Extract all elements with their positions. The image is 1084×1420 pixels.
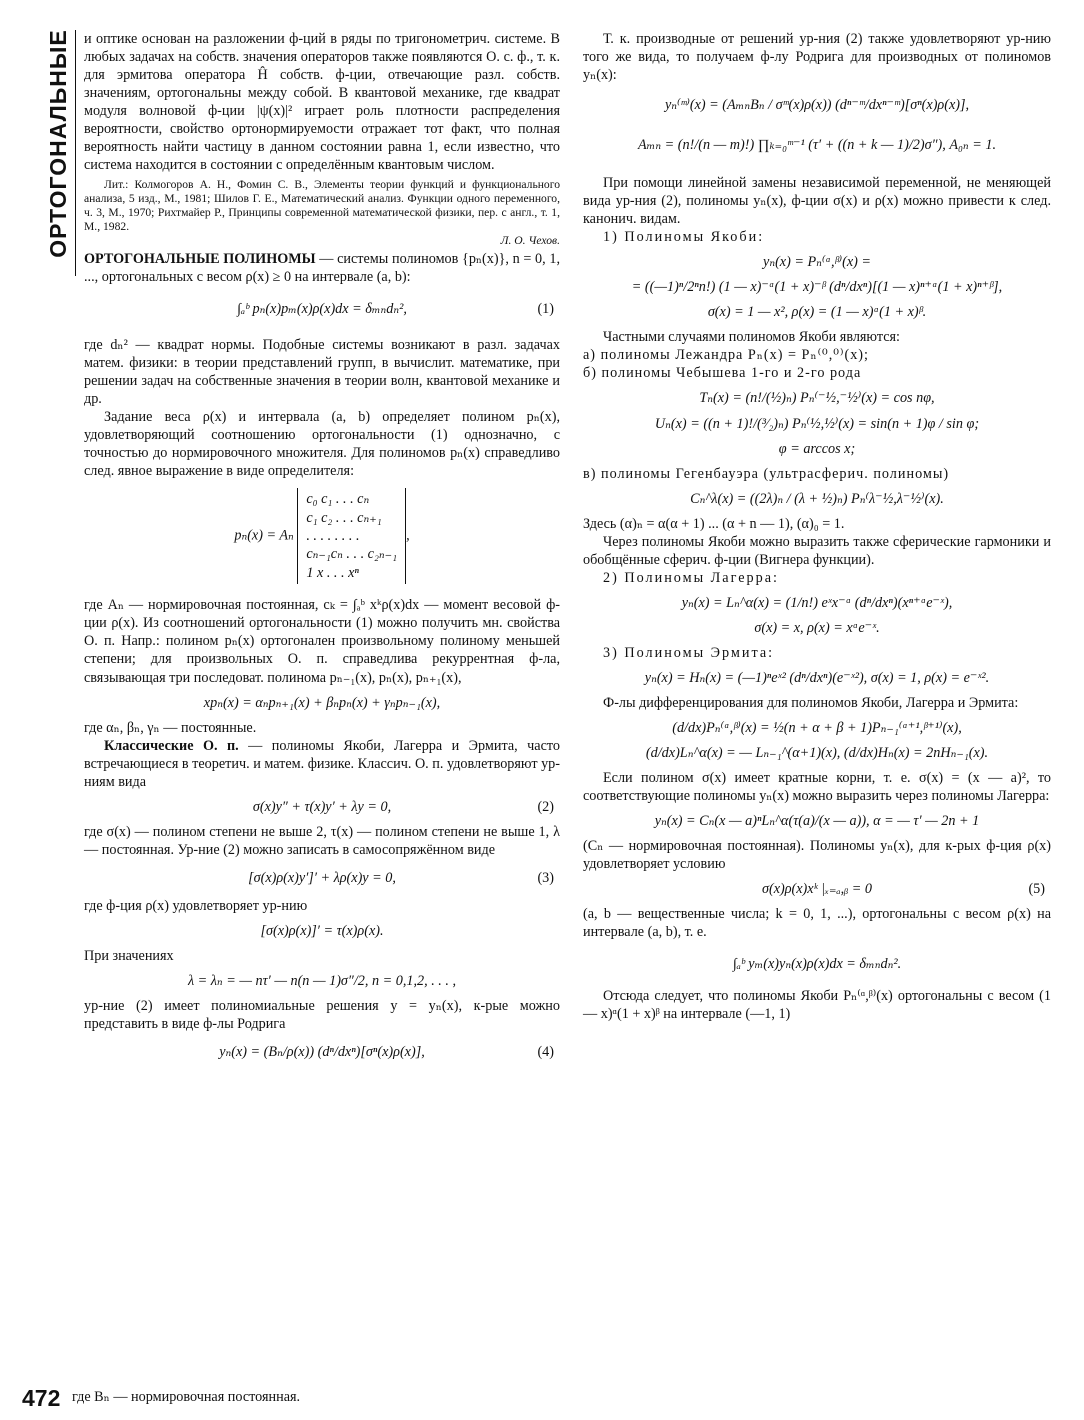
paragraph: Частными случаями полиномов Якоби являются:	[603, 329, 900, 346]
article-intro-text: — системы полиномов {pₙ(x)}, n = 0, 1, ..., ортогональных с весом ρ(x) ≥ 0 на интервале (a, b):	[84, 250, 560, 285]
classical-polynomials-paragraph	[84, 737, 560, 791]
paragraph: (Cₙ — нормировочная постоянная). Полиномы yₙ(x), для к-рых ф-ция ρ(x) удовлетворяет условию	[583, 838, 1051, 873]
orthogonality-equation-text: ∫ₐᵇ yₘ(x)yₙ(x)ρ(x)dx = δₘₙdₙ².	[732, 956, 902, 973]
gegenbauer-line: в) полиномы Гегенбауэра (ультрасферич. полиномы)	[583, 465, 950, 482]
paragraph: Если полином σ(x) имеет кратные корни, т. е. σ(x) = (x — a)², то соответствующие полиномы yₙ(x) можно выразить через полиномы Лагерра:	[583, 769, 1051, 804]
jacobi-equation-3-text: σ(x) = 1 — x², ρ(x) = (1 — x)ᵅ(1 + x)ᵝ.	[707, 304, 927, 321]
equation-1-number: (1)	[537, 300, 554, 317]
equation-1	[84, 300, 560, 318]
matrix-row: . . . . . . . .	[306, 528, 360, 545]
laguerre-equation-1-text: yₙ(x) = Lₙ^α(x) = (1/n!) eˣx⁻ᵅ (dⁿ/dxⁿ)(xⁿ⁺ᵅe⁻ˣ),	[681, 594, 953, 611]
paragraph: (a, b — вещественные числа; k = 0, 1, ...), ортогональны с весом ρ(x) на интервале (a, b), т. е.	[583, 906, 1051, 941]
determinant-equation: pₙ(x) = Aₙ c₀ c₁ . . . cₙ c₁ c₂ . . . cₙ₊₁ . . . . . . . . cₙ₋₁cₙ . . . c₂ₙ₋₁ 1 x . . . xⁿ ,	[84, 488, 560, 584]
paragraph: Т. к. производные от решений ур-ния (2) также удовлетворяют ур-нию того же вида, то получаем ф-лу Родрига для производных от полиномов yₙ(x):	[583, 31, 1051, 84]
paragraph: При помощи линейной замены независимой переменной, не меняющей вида ур-ния (2), полиномы yₙ(x), ф-ции σ(x) и ρ(x) можно привести к след. канонич. видам.	[583, 175, 1051, 228]
paragraph: и оптике основан на разложении ф-ций в ряды по тригонометрич. системе. В любых задачах на собств. значения операторов также появляются О. с. ф., т. к. для эрмитова оператора Ĥ собств. ф-ции, отвечающие разл. собств. значениям, ортогональны между собой. В квантовой механике, где квадрат модуля волновой ф-ции |ψ(x)|² играет роль плотности распределения вероятности, свойство ортонормируемости отражает тот факт, что полная вероятность найти частицу в данном состоянии равна 1, если известно, что система находится в состоянии с определённым квантовым числом.	[84, 31, 560, 174]
equation-2	[84, 798, 560, 816]
equation-3	[84, 869, 560, 887]
literature-list: Лит.: Колмогоров А. Н., Фомин С. В., Элементы теории функций и функционального анализа, 5 изд., М., 1981; Шилов Г. Е., Математический анализ. Функции одного переменного, ч. 3, М., 1970; Рихтмайер Р., Принципы современной математической физики, пер. с англ., т. 1, М., 1982.	[84, 178, 560, 233]
paragraph-text: — полиномы Якоби, Лагерра и Эрмита, часто встречающиеся в теоретич. и матем. физике. Классич. О. п. удовлетворяют ур-ниям вида	[84, 737, 560, 790]
equation-3-text: [σ(x)ρ(x)y′]′ + λρ(x)y = 0,	[248, 869, 396, 886]
paragraph: Отсюда следует, что полиномы Якоби Pₙ⁽ᵅ,ᵝ⁾(x) ортогональны с весом (1 — x)ᵅ(1 + x)ᵝ на интервале (—1, 1)	[583, 988, 1051, 1023]
phi-equation	[583, 440, 1051, 458]
paragraph: где Aₙ — нормировочная постоянная, cₖ = ∫ₐᵇ xᵏρ(x)dx — момент весовой ф-ции ρ(x). Из соотношений ортогональности (1) можно получить мн. свойства О. п. Напр.: полином pₙ(x) ортогонален произвольному полиному меньшей степени; для произвольных О. п. справедлива рекуррентная ф-ла, связывающая три последоват. полинома pₙ₋₁(x), pₙ(x), pₙ₊₁(x),	[84, 597, 560, 686]
jacobi-equation-1-text: yₙ(x) = Pₙ⁽ᵅ,ᵝ⁾(x) =	[763, 254, 871, 271]
laguerre-reduction-text: yₙ(x) = Cₙ(x — a)ⁿLₙ^α(τ(a)/(x — a)), α = — τ′ — 2n + 1	[654, 813, 980, 830]
jacobi-equation-3	[583, 303, 1051, 321]
recurrence-equation-text: xpₙ(x) = αₙpₙ₊₁(x) + βₙpₙ(x) + γₙpₙ₋₁(x),	[203, 694, 441, 711]
hermite-heading: 3) Полиномы Эрмита:	[603, 644, 775, 661]
laguerre-equation-1	[583, 594, 1051, 612]
gegenbauer-equation-text: Cₙ^λ(x) = ((2λ)ₙ / (λ + ½)ₙ) Pₙ⁽λ⁻½,λ⁻½⁾(x).	[690, 490, 944, 507]
paragraph: Ф-лы дифференцирования для полиномов Якоби, Лагерра и Эрмита:	[603, 694, 1019, 711]
laguerre-equation-2	[583, 619, 1051, 637]
section-title: ОРТОГОНАЛЬНЫЕ	[44, 28, 71, 258]
matrix-row: cₙ₋₁cₙ . . . c₂ₙ₋₁	[306, 546, 398, 563]
determinant-lhs: pₙ(x) = Aₙ	[234, 527, 294, 544]
amn-equation-text: Aₘₙ = (n!/(n — m)!) ∏ₖ₌₀ᵐ⁻¹ (τ′ + ((n + k — 1)/2)σ″), A₀ₙ = 1.	[638, 137, 996, 154]
margin-rule	[75, 30, 76, 276]
left-column	[84, 30, 560, 1071]
legendre-line: а) полиномы Лежандра Pₙ(x) = Pₙ⁽⁰,⁰⁾(x);	[583, 347, 869, 364]
phi-equation-text: φ = arccos x;	[778, 440, 856, 457]
rho-equation-text: [σ(x)ρ(x)]′ = τ(x)ρ(x).	[260, 922, 384, 939]
chebyshev-t-equation	[583, 389, 1051, 407]
chebyshev-u-equation	[583, 415, 1051, 433]
derivative-rodrigues-text: yₙ⁽ᵐ⁾(x) = (AₘₙBₙ / σᵐ(x)ρ(x)) (dⁿ⁻ᵐ/dxⁿ⁻ᵐ)[σⁿ(x)ρ(x)],	[664, 97, 970, 114]
laguerre-equation-2-text: σ(x) = x, ρ(x) = xᵅe⁻ˣ.	[754, 619, 880, 636]
jacobi-heading: 1) Полиномы Якоби:	[603, 229, 765, 246]
equation-5-number: (5)	[1028, 881, 1045, 898]
last-line: где Bₙ — нормировочная постоянная.	[72, 1389, 301, 1405]
orthogonality-equation	[583, 955, 1051, 973]
equation-4-number: (4)	[537, 1044, 554, 1061]
gegenbauer-equation	[583, 490, 1051, 508]
jacobi-equation-2	[583, 278, 1051, 296]
paragraph: где ф-ция ρ(x) удовлетворяет ур-нию	[84, 897, 308, 914]
equation-4-text: yₙ(x) = (Bₙ/ρ(x)) (dⁿ/dxⁿ)[σⁿ(x)ρ(x)],	[219, 1044, 425, 1061]
matrix-row: c₁ c₂ . . . cₙ₊₁	[306, 509, 382, 526]
diff-equation-1	[583, 719, 1051, 737]
chebyshev-line: б) полиномы Чебышева 1-го и 2-го рода	[583, 365, 862, 382]
diff-equation-1-text: (d/dx)Pₙ⁽ᵅ,ᵝ⁾(x) = ½(n + α + β + 1)Pₙ₋₁⁽ᵅ⁺¹,ᵝ⁺¹⁾(x),	[672, 719, 962, 736]
paragraph: где σ(x) — полином степени не выше 2, τ(x) — полином степени не выше 1, λ — постоянная. Ур-ние (2) можно записать в самосопряжённом виде	[84, 823, 560, 858]
equation-5-text: σ(x)ρ(x)xᵏ |ₓ₌ₐ,ᵦ = 0	[761, 881, 873, 898]
lambda-equation	[84, 972, 560, 990]
equation-5	[583, 880, 1051, 898]
paragraph: ур-ние (2) имеет полиномиальные решения y = yₙ(x), к-рые можно представить в виде ф-лы Родрига	[84, 997, 560, 1032]
paragraph: Задание веса ρ(x) и интервала (a, b) определяет полином pₙ(x), удовлетворяющий соотношению ортогональности (1) однозначно, с точностью до нормировочного множителя. Для полиномов pₙ(x) справедливо след. явное выражение в виде определителя:	[84, 409, 560, 480]
diff-equation-2	[583, 744, 1051, 762]
lambda-equation-text: λ = λₙ = — nτ′ — n(n — 1)σ″/2, n = 0,1,2, . . . ,	[187, 972, 457, 989]
equation-1-text: ∫ₐᵇ pₙ(x)pₘ(x)ρ(x)dx = δₘₙdₙ²,	[237, 300, 407, 317]
recurrence-equation	[84, 694, 560, 712]
equation-4	[84, 1043, 560, 1061]
article-headword: ОРТОГОНАЛЬНЫЕ ПОЛИНОМЫ	[84, 250, 316, 267]
matrix-row: 1 x . . . xⁿ	[306, 564, 359, 581]
equation-2-text: σ(x)y″ + τ(x)y′ + λy = 0,	[252, 798, 392, 815]
equation-3-number: (3)	[537, 869, 554, 886]
paragraph: где αₙ, βₙ, γₙ — постоянные.	[84, 719, 257, 736]
right-column	[583, 30, 1051, 1023]
article-intro	[84, 250, 560, 286]
derivative-rodrigues-equation	[583, 96, 1051, 114]
laguerre-heading: 2) Полиномы Лагерра:	[603, 569, 779, 586]
matrix-row: c₀ c₁ . . . cₙ	[306, 491, 370, 508]
jacobi-equation-1	[583, 253, 1051, 271]
paragraph: При значениях	[84, 947, 174, 964]
paragraph: Через полиномы Якоби можно выразить также сферические гармоники и обобщённые сферич. ф-ции (Вигнера функции).	[583, 533, 1051, 568]
amn-equation	[583, 136, 1051, 154]
section-title-vertical	[40, 30, 76, 256]
chebyshev-u-text: Uₙ(x) = ((n + 1)!/(³⁄₂)ₙ) Pₙ⁽½,½⁾(x) = sin(n + 1)φ / sin φ;	[654, 415, 980, 432]
equation-2-number: (2)	[537, 798, 554, 815]
hermite-equation-text: yₙ(x) = Hₙ(x) = (—1)ⁿeˣ² (dⁿ/dxⁿ)(e⁻ˣ²), σ(x) = 1, ρ(x) = e⁻ˣ².	[644, 669, 990, 686]
author-signature: Л. О. Чехов.	[500, 233, 560, 247]
paragraph: Здесь (α)ₙ = α(α + 1) ... (α + n — 1), (α)₀ = 1.	[583, 515, 845, 532]
laguerre-reduction-equation	[583, 812, 1051, 830]
diff-equation-2-text: (d/dx)Lₙ^α(x) = — Lₙ₋₁^(α+1)(x), (d/dx)Hₙ(x) = 2nHₙ₋₁(x).	[645, 744, 989, 761]
chebyshev-t-text: Tₙ(x) = (n!/(½)ₙ) Pₙ⁽⁻½,⁻½⁾(x) = cos nφ,	[699, 390, 935, 407]
determinant-matrix	[297, 488, 406, 584]
jacobi-equation-2-text: = ((—1)ⁿ/2ⁿn!) (1 — x)⁻ᵅ(1 + x)⁻ᵝ (dⁿ/dxⁿ)[(1 — x)ⁿ⁺ᵅ(1 + x)ⁿ⁺ᵝ],	[631, 279, 1003, 296]
rho-equation	[84, 922, 560, 940]
page-number: 472	[22, 1385, 61, 1411]
subheading: Классические О. п.	[104, 737, 239, 754]
paragraph: где dₙ² — квадрат нормы. Подобные системы возникают в разл. задачах матем. физики: в теории представлений групп, в вычислит. математике, при решении задач на собственные значения в теории волн, квантовой механике и др.	[84, 336, 560, 407]
hermite-equation	[583, 669, 1051, 687]
